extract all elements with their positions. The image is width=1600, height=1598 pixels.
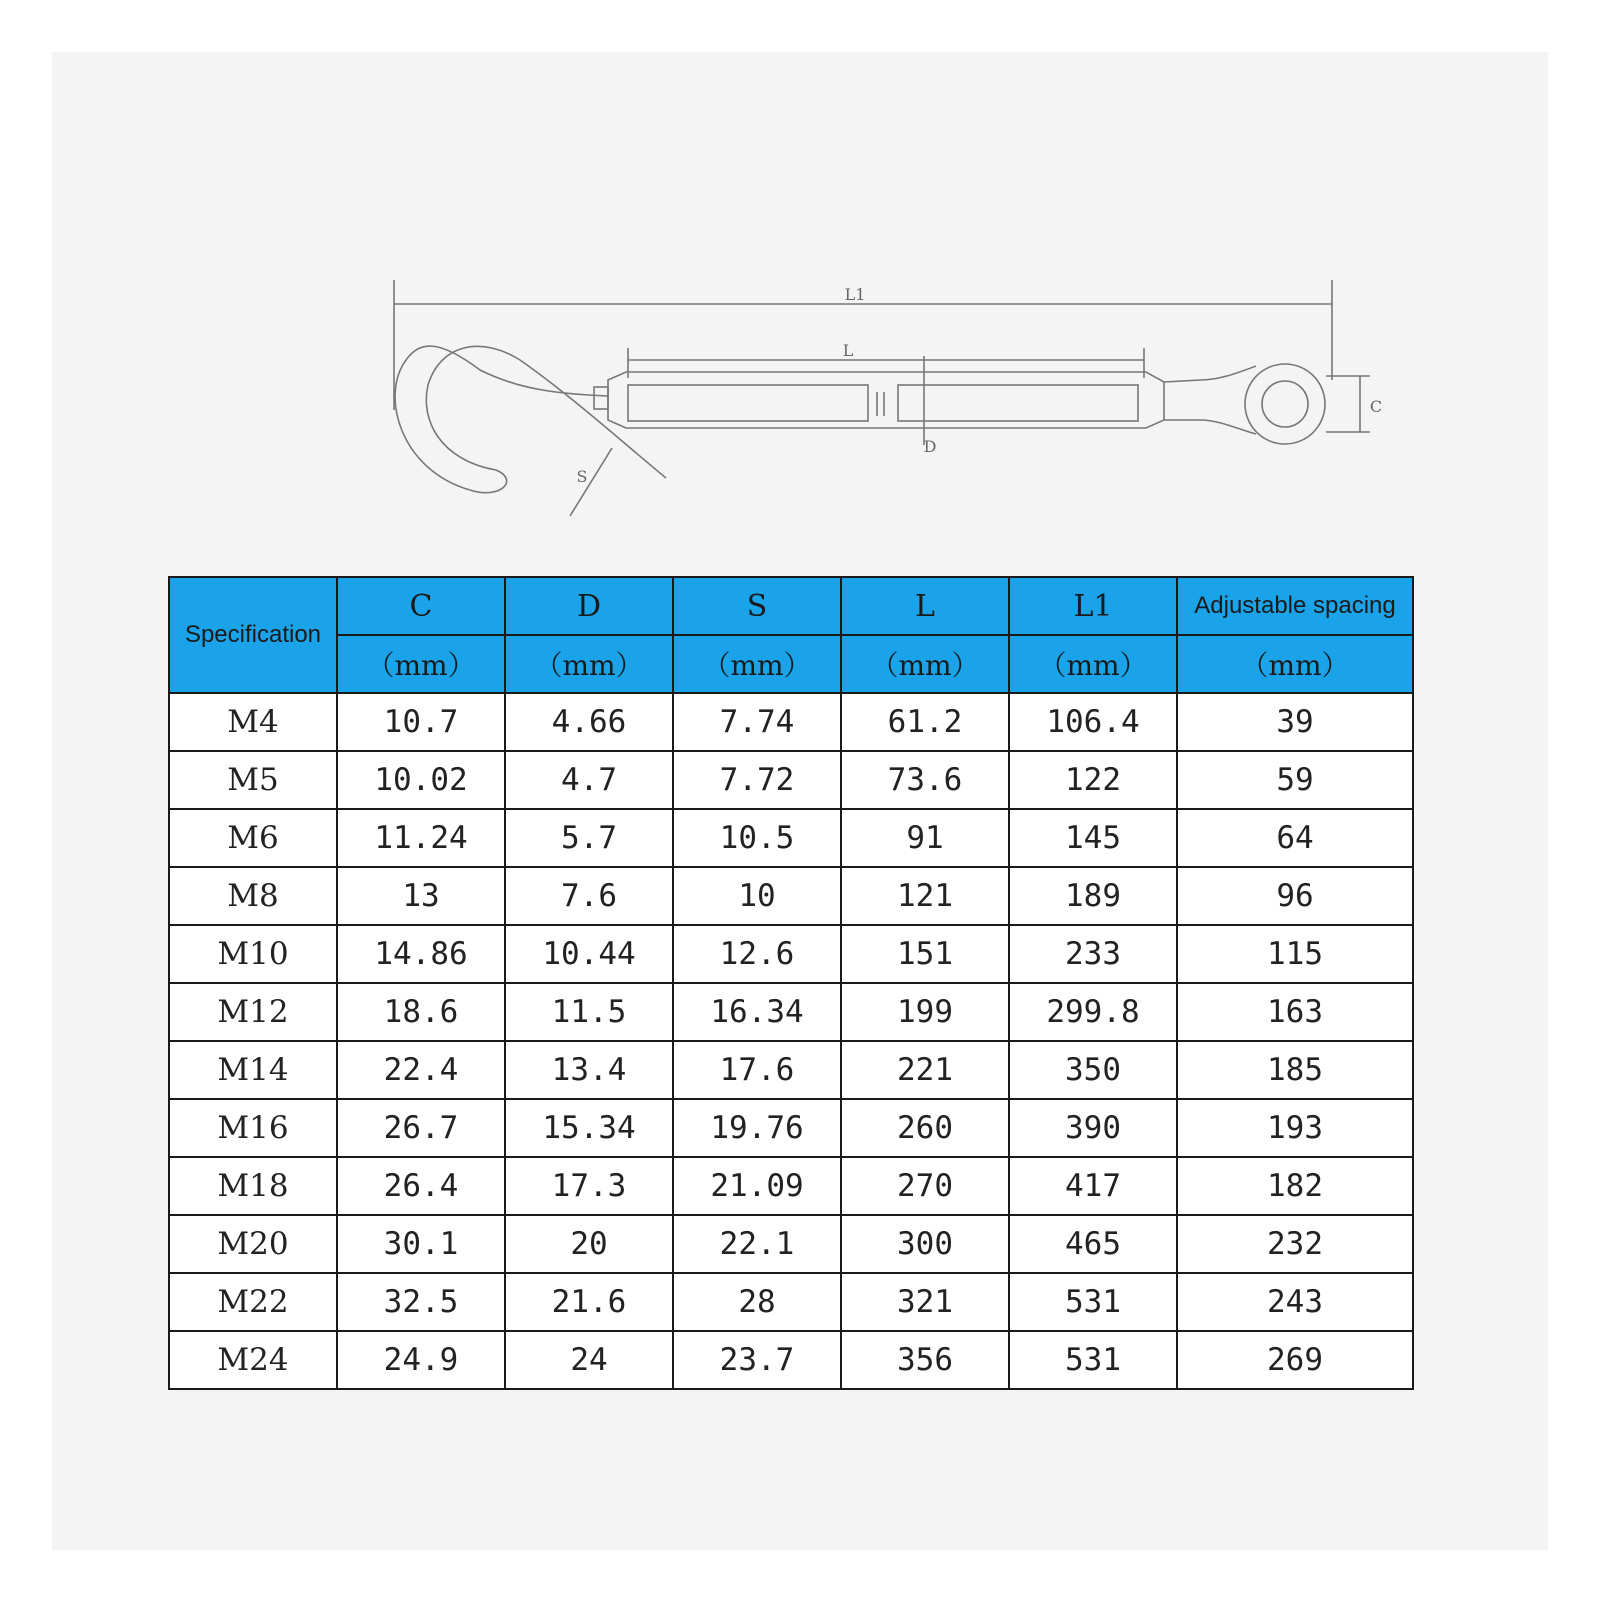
cell-value: 163 (1177, 983, 1413, 1041)
cell-value: 145 (1009, 809, 1177, 867)
table-row (169, 693, 1413, 751)
cell-value: 321 (841, 1273, 1009, 1331)
cell-value: 21.6 (505, 1273, 673, 1331)
header-l1: L1 (1009, 577, 1177, 635)
cell-value: 356 (841, 1331, 1009, 1389)
table-row (169, 1099, 1413, 1157)
cell-spec: M5 (169, 751, 337, 809)
header-adjustable-spacing: Adjustable spacing (1177, 577, 1413, 635)
cell-value: 16.34 (673, 983, 841, 1041)
cell-value: 185 (1177, 1041, 1413, 1099)
cell-value: 11.24 (337, 809, 505, 867)
cell-spec: M24 (169, 1331, 337, 1389)
header-unit: （mm） (1009, 635, 1177, 693)
cell-value: 121 (841, 867, 1009, 925)
cell-spec: M22 (169, 1273, 337, 1331)
table-row (169, 925, 1413, 983)
cell-value: 17.3 (505, 1157, 673, 1215)
header-d: D (505, 577, 673, 635)
hook-outline (395, 346, 666, 493)
cell-spec: M6 (169, 809, 337, 867)
cell-value: 10 (673, 867, 841, 925)
cell-value: 15.34 (505, 1099, 673, 1157)
header-row-units (169, 635, 1413, 693)
cell-value: 19.76 (673, 1099, 841, 1157)
cell-value: 243 (1177, 1273, 1413, 1331)
cell-value: 59 (1177, 751, 1413, 809)
cell-value: 531 (1009, 1273, 1177, 1331)
cell-value: 32.5 (337, 1273, 505, 1331)
cell-value: 199 (841, 983, 1009, 1041)
turnbuckle-body (608, 372, 1164, 428)
cell-value: 4.7 (505, 751, 673, 809)
cell-value: 91 (841, 809, 1009, 867)
cell-value: 10.5 (673, 809, 841, 867)
cell-value: 7.6 (505, 867, 673, 925)
cell-value: 189 (1009, 867, 1177, 925)
hook-collar (594, 387, 608, 409)
cell-value: 299.8 (1009, 983, 1177, 1041)
table-row (169, 1041, 1413, 1099)
header-unit: （mm） (337, 635, 505, 693)
table-row (169, 751, 1413, 809)
header-l: L (841, 577, 1009, 635)
cell-value: 13.4 (505, 1041, 673, 1099)
table-row (169, 1273, 1413, 1331)
cell-value: 4.66 (505, 693, 673, 751)
cell-value: 5.7 (505, 809, 673, 867)
eye-inner (1262, 381, 1308, 427)
cell-value: 39 (1177, 693, 1413, 751)
header-specification: Specification (169, 577, 337, 693)
cell-value: 18.6 (337, 983, 505, 1041)
label-d: D (923, 437, 937, 456)
cell-value: 30.1 (337, 1215, 505, 1273)
cell-value: 61.2 (841, 693, 1009, 751)
cell-value: 221 (841, 1041, 1009, 1099)
cell-value: 115 (1177, 925, 1413, 983)
header-s: S (673, 577, 841, 635)
eye-outer (1245, 364, 1325, 444)
table-row (169, 1215, 1413, 1273)
thread-left (628, 385, 868, 421)
cell-value: 64 (1177, 809, 1413, 867)
cell-value: 24 (505, 1331, 673, 1389)
cell-value: 232 (1177, 1215, 1413, 1273)
table-row (169, 867, 1413, 925)
cell-value: 151 (841, 925, 1009, 983)
cell-value: 20 (505, 1215, 673, 1273)
cell-value: 269 (1177, 1331, 1413, 1389)
cell-value: 96 (1177, 867, 1413, 925)
cell-value: 106.4 (1009, 693, 1177, 751)
cell-value: 7.72 (673, 751, 841, 809)
cell-spec: M10 (169, 925, 337, 983)
cell-value: 26.7 (337, 1099, 505, 1157)
table-row (169, 983, 1413, 1041)
cell-value: 23.7 (673, 1331, 841, 1389)
cell-value: 28 (673, 1273, 841, 1331)
cell-spec: M18 (169, 1157, 337, 1215)
cell-value: 22.4 (337, 1041, 505, 1099)
cell-value: 122 (1009, 751, 1177, 809)
header-row-letters (169, 577, 1413, 635)
cell-value: 233 (1009, 925, 1177, 983)
specification-table (168, 576, 1414, 1390)
cell-value: 10.02 (337, 751, 505, 809)
cell-value: 26.4 (337, 1157, 505, 1215)
cell-spec: M20 (169, 1215, 337, 1273)
cell-value: 24.9 (337, 1331, 505, 1389)
label-s: S (576, 467, 588, 486)
cell-value: 22.1 (673, 1215, 841, 1273)
thread-right (898, 385, 1138, 421)
cell-value: 465 (1009, 1215, 1177, 1273)
cell-spec: M4 (169, 693, 337, 751)
header-unit: （mm） (505, 635, 673, 693)
cell-value: 270 (841, 1157, 1009, 1215)
cell-spec: M12 (169, 983, 337, 1041)
turnbuckle-drawing (0, 0, 1600, 560)
cell-value: 14.86 (337, 925, 505, 983)
cell-value: 417 (1009, 1157, 1177, 1215)
eye-neck-bottom (1164, 420, 1256, 434)
cell-value: 300 (841, 1215, 1009, 1273)
cell-value: 11.5 (505, 983, 673, 1041)
cell-spec: M14 (169, 1041, 337, 1099)
label-l1: L1 (844, 285, 866, 304)
cell-value: 13 (337, 867, 505, 925)
label-l: L (842, 341, 854, 360)
cell-value: 350 (1009, 1041, 1177, 1099)
cell-value: 390 (1009, 1099, 1177, 1157)
cell-value: 531 (1009, 1331, 1177, 1389)
table-row (169, 809, 1413, 867)
cell-spec: M8 (169, 867, 337, 925)
table-row (169, 1157, 1413, 1215)
cell-spec: M16 (169, 1099, 337, 1157)
cell-value: 12.6 (673, 925, 841, 983)
cell-value: 10.44 (505, 925, 673, 983)
header-unit: （mm） (673, 635, 841, 693)
header-unit: （mm） (1177, 635, 1413, 693)
cell-value: 73.6 (841, 751, 1009, 809)
eye-neck-top (1164, 366, 1256, 382)
label-c: C (1369, 397, 1383, 416)
header-unit: （mm） (841, 635, 1009, 693)
table-row (169, 1331, 1413, 1389)
header-c: C (337, 577, 505, 635)
cell-value: 7.74 (673, 693, 841, 751)
cell-value: 260 (841, 1099, 1009, 1157)
cell-value: 21.09 (673, 1157, 841, 1215)
cell-value: 10.7 (337, 693, 505, 751)
cell-value: 182 (1177, 1157, 1413, 1215)
cell-value: 193 (1177, 1099, 1413, 1157)
cell-value: 17.6 (673, 1041, 841, 1099)
